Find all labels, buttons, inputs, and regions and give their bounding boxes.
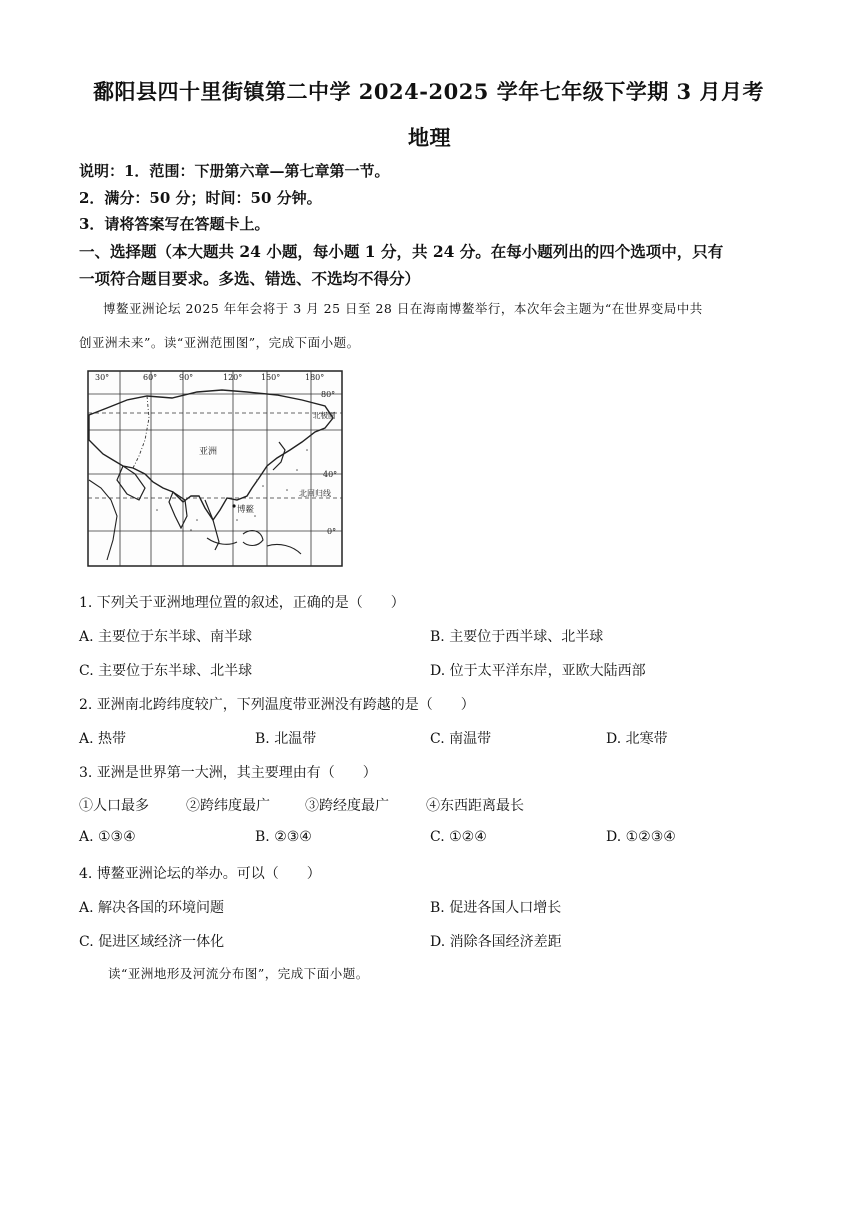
question-1-option-d[interactable]: D. 位于太平洋东岸，亚欧大陆西部 <box>430 663 646 679</box>
map-lon-label-90: 90° <box>179 373 194 382</box>
map-lon-label-180: 180° <box>305 373 325 382</box>
map-lon-label-120: 120° <box>223 373 243 382</box>
question-4-option-c[interactable]: C. 促进区域经济一体化 <box>79 934 225 950</box>
question-4-option-a[interactable]: A. 解决各国的环境问题 <box>79 900 225 916</box>
question-2-option-b[interactable]: B. 北温带 <box>255 731 317 747</box>
section-heading-line1: 一、选择题（本大题共 24 小题，每小题 1 分，共 24 分。在每小题列出的四个选项中，只有 <box>79 242 724 261</box>
map-asia-label: 亚洲 <box>199 447 218 457</box>
passage-2: 读“亚洲地形及河流分布图”，完成下面小题。 <box>108 966 369 981</box>
question-3-stem: 3. 亚洲是世界第一大洲，其主要理由有（ ） <box>79 765 377 781</box>
map-lon-label-150: 150° <box>261 373 281 382</box>
map-arctic-circle-label: 北极圈 <box>313 411 336 420</box>
passage-line1: 博鳌亚洲论坛 2025 年年会将于 3 月 25 日至 28 日在海南博鳌举行，本次年会主题为“在世界变局中共 <box>103 301 703 316</box>
question-2-option-d[interactable]: D. 北寒带 <box>606 731 668 747</box>
instruction-score-time: 2．满分：50 分；时间：50 分钟。 <box>79 189 322 207</box>
map-lat-label-40: 40° <box>323 470 338 479</box>
instruction-answer-sheet: 3．请将答案写在答题卡上。 <box>79 215 270 233</box>
question-3-option-c[interactable]: C. ①②④ <box>430 829 487 845</box>
question-3-statement-2: ②跨纬度最广 <box>186 798 270 814</box>
question-2-option-a[interactable]: A. 热带 <box>79 731 127 747</box>
question-3-option-d[interactable]: D. ①②③④ <box>606 829 676 845</box>
question-3-option-a[interactable]: A. ①③④ <box>79 829 136 845</box>
map-boao-label: 博鳌 <box>237 505 255 515</box>
question-3-statement-1: ①人口最多 <box>79 798 149 814</box>
question-3-statement-3: ③跨经度最广 <box>305 798 389 814</box>
question-4-option-d[interactable]: D. 消除各国经济差距 <box>430 934 562 950</box>
map-equator-label: 0° <box>327 527 337 536</box>
question-3-option-b[interactable]: B. ②③④ <box>255 829 312 845</box>
section-heading-line2: 一项符合题目要求。多选、错选、不选均不得分） <box>79 269 421 288</box>
subject-title: 地理 <box>408 125 451 150</box>
exam-title: 鄱阳县四十里街镇第二中学 2024-2025 学年七年级下学期 3 月月考 <box>93 79 764 104</box>
asia-range-map <box>87 370 343 567</box>
map-lon-label-30: 30° <box>95 373 110 382</box>
question-2-stem: 2. 亚洲南北跨纬度较广，下列温度带亚洲没有跨越的是（ ） <box>79 697 475 713</box>
question-2-option-c[interactable]: C. 南温带 <box>430 731 492 747</box>
passage-line2: 创亚洲未来”。读“亚洲范围图”，完成下面小题。 <box>79 335 360 350</box>
question-3-statement-4: ④东西距离最长 <box>426 798 524 814</box>
question-1-option-b[interactable]: B. 主要位于西半球、北半球 <box>430 629 604 645</box>
map-tropic-cancer-label: 北回归线 <box>299 489 331 498</box>
question-1-stem: 1. 下列关于亚洲地理位置的叙述，正确的是（ ） <box>79 595 405 611</box>
map-lat-label-80: 80° <box>321 390 336 399</box>
instruction-scope: 说明：1．范围：下册第六章—第七章第一节。 <box>79 162 390 180</box>
question-4-stem: 4. 博鳌亚洲论坛的举办。可以（ ） <box>79 866 321 882</box>
question-4-option-b[interactable]: B. 促进各国人口增长 <box>430 900 562 916</box>
map-lon-label-60: 60° <box>143 373 158 382</box>
question-1-option-c[interactable]: C. 主要位于东半球、北半球 <box>79 663 253 679</box>
question-1-option-a[interactable]: A. 主要位于东半球、南半球 <box>79 629 253 645</box>
